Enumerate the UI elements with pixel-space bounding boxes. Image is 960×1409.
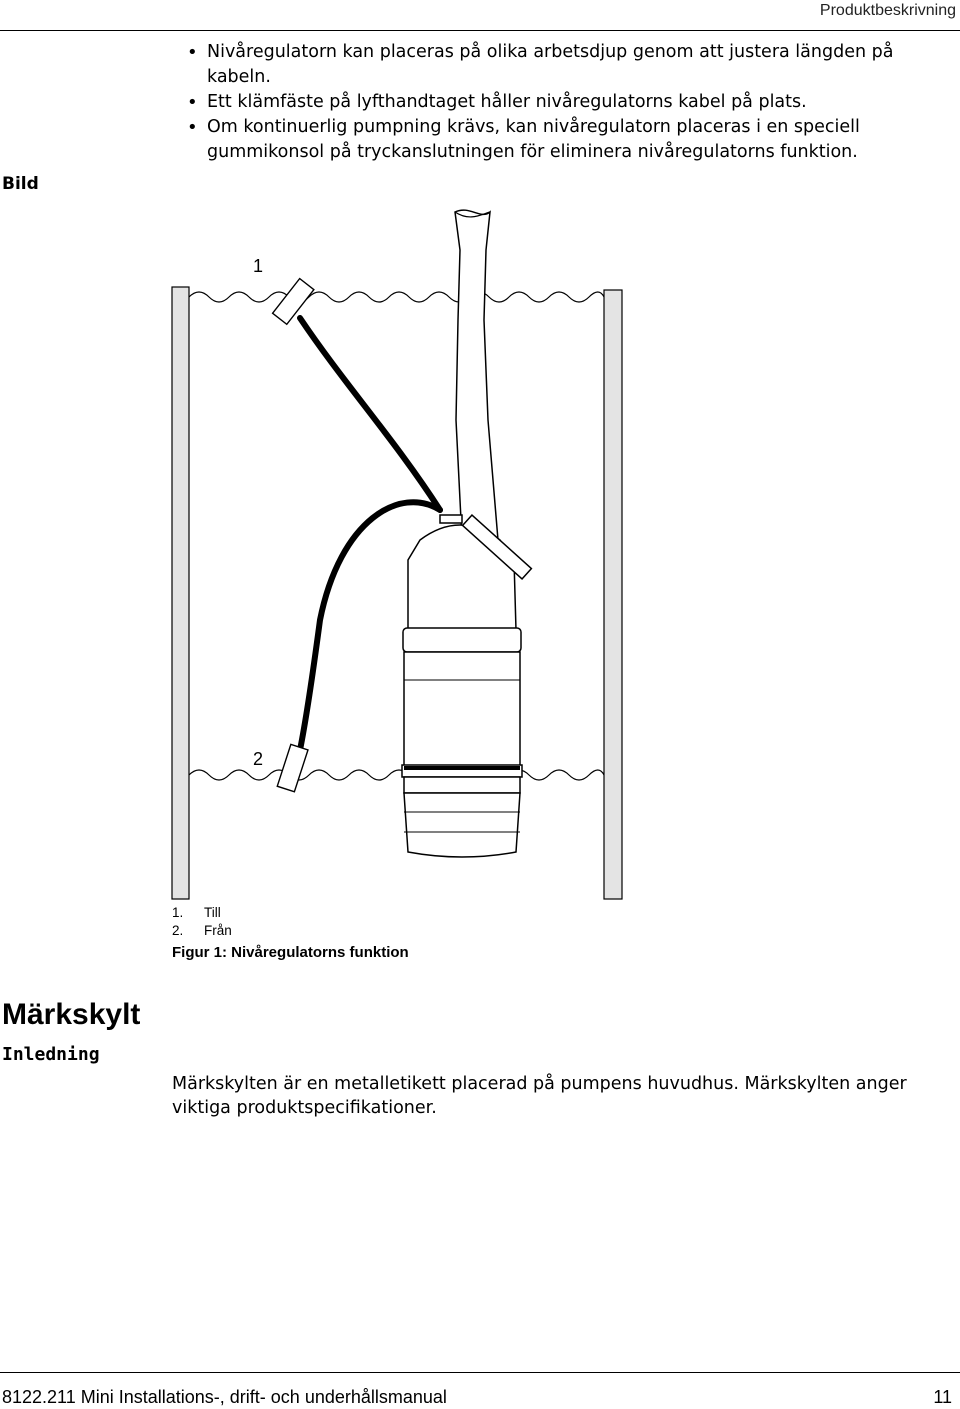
bullet-item: • Om kontinuerlig pumpning krävs, kan nivåregulatorn placeras i en speciell gummikonsol på tryckanslutningen för eliminera nivåregulatorns funktion. bbox=[185, 115, 955, 165]
pump-body bbox=[404, 652, 520, 767]
page-header-title: Produktbeskrivning bbox=[819, 2, 956, 19]
bullet-list bbox=[185, 40, 955, 165]
pump-level-regulator-figure bbox=[160, 200, 640, 905]
callout-1: 1 bbox=[253, 256, 264, 276]
legend-item: 2. Från bbox=[172, 922, 232, 938]
bullet-item: • Nivåregulatorn kan placeras på olika arbetsdjup genom att justera längden på kabeln. bbox=[185, 40, 955, 90]
tank-wall-right bbox=[604, 290, 622, 899]
submersible-pump bbox=[402, 515, 531, 857]
section-title: Märkskylt bbox=[2, 998, 141, 1031]
tank-wall-left bbox=[172, 287, 189, 899]
figure-legend bbox=[172, 904, 232, 939]
pump-base bbox=[404, 793, 520, 857]
float-switch-1 bbox=[273, 279, 314, 325]
header-divider bbox=[0, 30, 960, 31]
float-cable-upper bbox=[300, 318, 440, 510]
footer-document-title: 8122.211 Mini Installations-, drift- och underhållsmanual bbox=[2, 1387, 447, 1407]
bullet-item: • Ett klämfäste på lyfthandtaget håller nivåregulatorns kabel på plats. bbox=[185, 90, 955, 115]
callout-2: 2 bbox=[253, 749, 264, 769]
water-line-low bbox=[189, 770, 604, 780]
intro-paragraph: Märkskylten är en metalletikett placerad på pumpens huvudhus. Märkskylten anger viktiga produktspecifikationer. bbox=[172, 1074, 907, 1118]
discharge-hose bbox=[455, 210, 498, 540]
water-line-high bbox=[189, 292, 604, 302]
figure-caption: Figur 1: Nivåregulatorns funktion bbox=[172, 944, 409, 961]
footer-page-number: 11 bbox=[933, 1387, 952, 1407]
side-label-inledning: Inledning bbox=[2, 1044, 100, 1065]
side-label-bild: Bild bbox=[2, 174, 39, 194]
pump-band bbox=[403, 628, 521, 652]
float-switch-2 bbox=[277, 744, 308, 791]
footer-divider bbox=[0, 1372, 960, 1373]
tank-walls bbox=[172, 287, 622, 899]
legend-item: 1. Till bbox=[172, 905, 221, 920]
